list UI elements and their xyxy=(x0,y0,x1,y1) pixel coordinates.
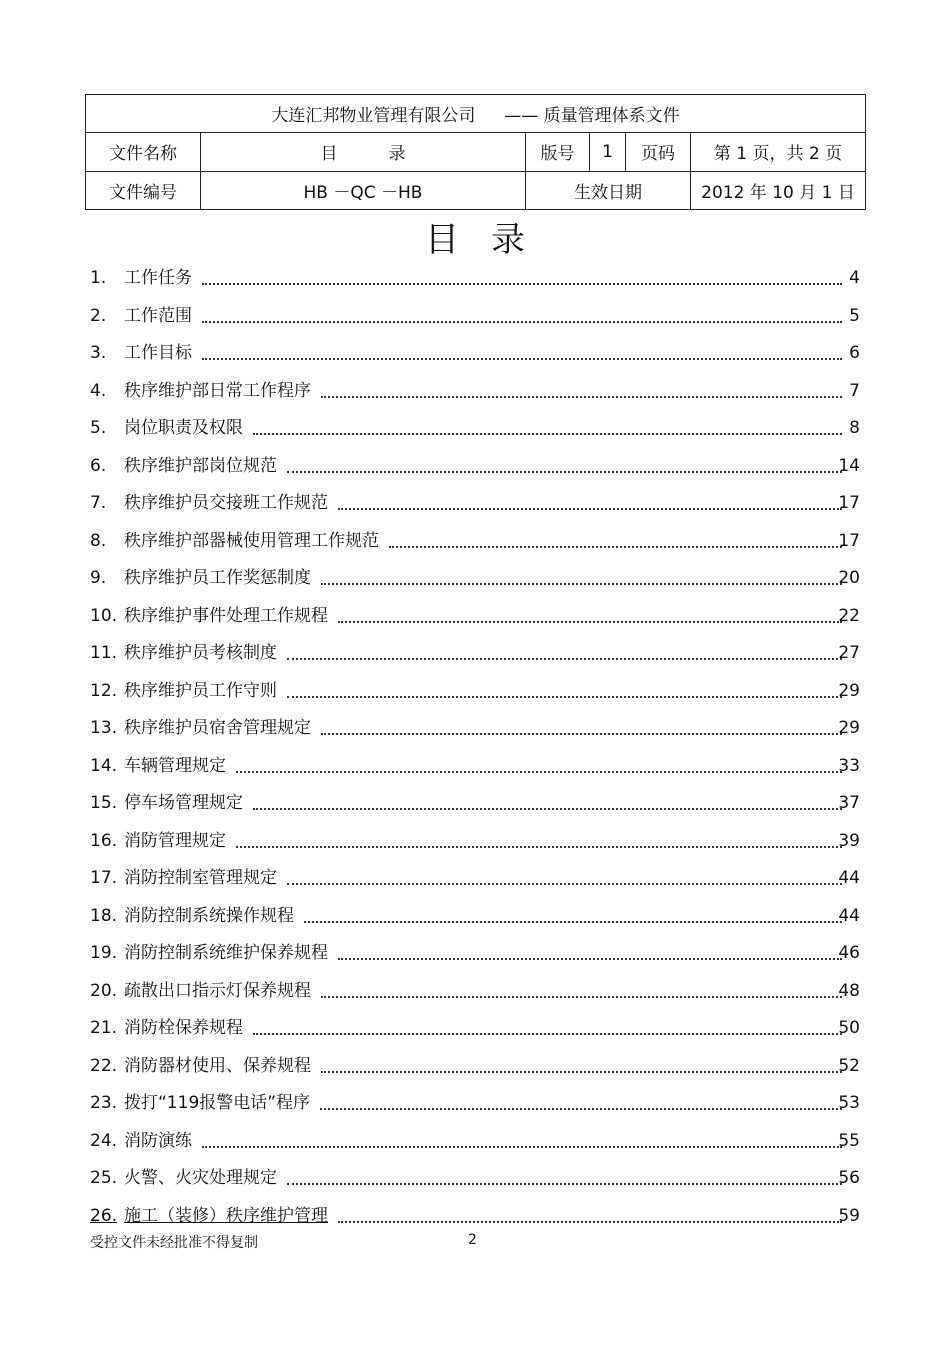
toc-dot-leader xyxy=(321,996,842,998)
toc-entry-page: 22 xyxy=(838,605,860,626)
toc-entry-page: 17 xyxy=(838,493,860,513)
toc-entry-page: 20 xyxy=(838,568,860,588)
table-of-contents xyxy=(90,263,865,1238)
toc-entry[interactable] xyxy=(90,638,865,676)
toc-dot-leader xyxy=(287,883,842,885)
toc-entry-number: 5. xyxy=(90,418,107,438)
toc-entry[interactable] xyxy=(90,1163,865,1201)
toc-dot-leader xyxy=(253,433,842,435)
toc-entry-page: 4 xyxy=(849,268,860,288)
toc-entry-title: 消防栓保养规程 xyxy=(124,1018,243,1038)
toc-entry-page: 17 xyxy=(838,530,860,551)
toc-entry-title: 秩序维护员宿舍管理规定 xyxy=(124,718,311,738)
toc-entry-title: 车辆管理规定 xyxy=(124,755,226,776)
toc-entry-number: 25. xyxy=(90,1168,118,1188)
toc-entry-title: 施工（装修）秩序维护管理 xyxy=(124,1205,328,1226)
file-code-value: HB －QC －HB xyxy=(201,171,526,209)
toc-entry-number: 21. xyxy=(90,1018,118,1038)
toc-entry-page: 52 xyxy=(838,1055,860,1076)
toc-entry-number: 26. xyxy=(90,1205,118,1226)
toc-entry-page: 48 xyxy=(838,980,860,1001)
toc-entry-page: 59 xyxy=(838,1205,860,1226)
toc-entry[interactable] xyxy=(90,301,865,339)
toc-entry-number: 4. xyxy=(90,380,107,401)
toc-dot-leader xyxy=(287,471,842,473)
toc-entry-number: 10. xyxy=(90,605,118,626)
toc-dot-leader xyxy=(338,508,842,510)
toc-entry-title: 秩序维护员交接班工作规范 xyxy=(124,493,328,513)
toc-entry-title: 秩序维护员工作守则 xyxy=(124,680,277,701)
toc-entry[interactable] xyxy=(90,788,865,826)
toc-dot-leader xyxy=(202,321,842,323)
toc-dot-leader xyxy=(304,921,842,923)
toc-entry-page: 55 xyxy=(838,1130,860,1151)
toc-entry-number: 15. xyxy=(90,793,118,813)
toc-entry-number: 8. xyxy=(90,530,107,551)
toc-entry-number: 22. xyxy=(90,1055,118,1076)
toc-dot-leader xyxy=(287,696,842,698)
toc-entry[interactable] xyxy=(90,863,865,901)
toc-dot-leader xyxy=(253,808,842,810)
toc-entry[interactable] xyxy=(90,751,865,789)
toc-dot-leader xyxy=(338,958,842,960)
toc-entry-number: 12. xyxy=(90,680,118,701)
toc-entry[interactable] xyxy=(90,1013,865,1051)
toc-dot-leader xyxy=(202,283,842,285)
toc-dot-leader xyxy=(236,771,842,773)
version-value: 1 xyxy=(590,133,626,171)
toc-entry[interactable] xyxy=(90,713,865,751)
toc-entry-number: 3. xyxy=(90,343,107,363)
effective-date-value: 2012 年 10 月 1 日 xyxy=(691,171,866,209)
toc-dot-leader xyxy=(321,396,842,398)
file-name-value: 目 录 xyxy=(201,133,526,171)
toc-entry[interactable] xyxy=(90,601,865,639)
toc-entry-title: 消防管理规定 xyxy=(124,830,226,851)
toc-entry-title: 工作任务 xyxy=(124,268,192,288)
toc-entry-page: 29 xyxy=(838,718,860,738)
toc-entry-number: 18. xyxy=(90,905,118,926)
toc-entry-page: 14 xyxy=(838,455,860,476)
toc-entry-page: 29 xyxy=(838,680,860,701)
toc-entry[interactable] xyxy=(90,901,865,939)
toc-dot-leader xyxy=(287,658,842,660)
toc-entry[interactable] xyxy=(90,826,865,864)
toc-entry-title: 消防器材使用、保养规程 xyxy=(124,1055,311,1076)
toc-entry-number: 24. xyxy=(90,1130,118,1151)
toc-entry-page: 44 xyxy=(838,905,860,926)
toc-entry-title: 疏散出口指示灯保养规程 xyxy=(124,980,311,1001)
toc-entry-title: 秩序维护事件处理工作规程 xyxy=(124,605,328,626)
toc-entry[interactable] xyxy=(90,938,865,976)
toc-entry-number: 23. xyxy=(90,1093,118,1113)
toc-dot-leader xyxy=(202,1146,842,1148)
effective-date-label: 生效日期 xyxy=(526,171,691,209)
version-label: 版号 xyxy=(526,133,590,171)
toc-dot-leader xyxy=(287,1183,842,1185)
quality-system-label: —— 质量管理体系文件 xyxy=(504,106,680,127)
toc-entry-number: 13. xyxy=(90,718,118,738)
page-label: 页码 xyxy=(626,133,691,171)
toc-entry-title: 火警、火灾处理规定 xyxy=(124,1168,277,1188)
footer-controlled-notice: 受控文件未经批准不得复制 xyxy=(90,1235,258,1251)
toc-entry-title: 停车场管理规定 xyxy=(124,793,243,813)
toc-entry-page: 33 xyxy=(838,755,860,776)
toc-entry-title: 消防控制室管理规定 xyxy=(124,868,277,888)
toc-entry[interactable] xyxy=(90,1126,865,1164)
toc-entry-number: 2. xyxy=(90,305,107,326)
toc-entry-title: 秩序维护员考核制度 xyxy=(124,643,277,663)
toc-entry[interactable] xyxy=(90,676,865,714)
toc-entry-number: 1. xyxy=(90,268,107,288)
toc-entry[interactable] xyxy=(90,376,865,414)
toc-entry-number: 19. xyxy=(90,943,118,963)
document-header-table xyxy=(85,94,866,210)
toc-entry-title: 消防演练 xyxy=(124,1130,192,1151)
toc-dot-leader xyxy=(202,358,842,360)
toc-entry[interactable] xyxy=(90,976,865,1014)
toc-dot-leader xyxy=(253,1033,842,1035)
toc-entry[interactable] xyxy=(90,1051,865,1089)
toc-entry-page: 50 xyxy=(838,1018,860,1038)
toc-entry-number: 17. xyxy=(90,868,118,888)
toc-entry-page: 37 xyxy=(838,793,860,813)
toc-entry-number: 7. xyxy=(90,493,107,513)
toc-dot-leader xyxy=(389,546,842,548)
toc-entry-page: 6 xyxy=(849,343,860,363)
toc-entry-title: 秩序维护员工作奖惩制度 xyxy=(124,568,311,588)
toc-entry-page: 56 xyxy=(838,1168,860,1188)
header-company-cell xyxy=(86,95,866,133)
toc-entry-title: 拨打“119报警电话”程序 xyxy=(124,1093,311,1113)
toc-entry-title: 消防控制系统维护保养规程 xyxy=(124,943,328,963)
toc-entry-title: 工作范围 xyxy=(124,305,192,326)
toc-entry[interactable] xyxy=(90,563,865,601)
toc-entry-title: 岗位职责及权限 xyxy=(124,418,243,438)
toc-entry[interactable] xyxy=(90,338,865,376)
toc-entry-number: 16. xyxy=(90,830,118,851)
toc-entry[interactable] xyxy=(90,488,865,526)
file-name-label: 文件名称 xyxy=(86,133,201,171)
toc-entry[interactable] xyxy=(90,413,865,451)
toc-entry-number: 11. xyxy=(90,643,118,663)
toc-entry-page: 44 xyxy=(838,868,860,888)
toc-entry-page: 27 xyxy=(838,643,860,663)
toc-entry[interactable] xyxy=(90,451,865,489)
page-title: 目录 xyxy=(425,220,557,260)
toc-entry-title: 秩序维护部日常工作程序 xyxy=(124,380,311,401)
toc-dot-leader xyxy=(236,846,842,848)
company-name: 大连汇邦物业管理有限公司 xyxy=(271,106,476,127)
toc-entry-title: 秩序维护部岗位规范 xyxy=(124,455,277,476)
toc-entry-number: 14. xyxy=(90,755,118,776)
toc-entry-title: 秩序维护部器械使用管理工作规范 xyxy=(124,530,379,551)
footer-page-number: 2 xyxy=(468,1232,477,1248)
toc-dot-leader xyxy=(321,1071,842,1073)
toc-entry-title: 工作目标 xyxy=(124,343,192,363)
toc-entry[interactable] xyxy=(90,1088,865,1126)
toc-dot-leader xyxy=(321,733,842,735)
toc-dot-leader xyxy=(338,1221,842,1223)
toc-entry-page: 5 xyxy=(849,305,860,326)
toc-entry-page: 46 xyxy=(838,943,860,963)
page-value: 第 1 页，共 2 页 xyxy=(691,133,866,171)
toc-entry-page: 53 xyxy=(838,1093,860,1113)
toc-entry-page: 8 xyxy=(849,418,860,438)
toc-dot-leader xyxy=(338,621,842,623)
toc-entry-number: 20. xyxy=(90,980,118,1001)
toc-entry-title: 消防控制系统操作规程 xyxy=(124,905,294,926)
file-code-label: 文件编号 xyxy=(86,171,201,209)
toc-entry[interactable] xyxy=(90,526,865,564)
toc-entry[interactable] xyxy=(90,263,865,301)
toc-entry-page: 7 xyxy=(849,380,860,401)
toc-entry-number: 6. xyxy=(90,455,107,476)
toc-entry-page: 39 xyxy=(838,830,860,851)
toc-entry-number: 9. xyxy=(90,568,107,588)
toc-dot-leader xyxy=(320,1108,842,1110)
toc-dot-leader xyxy=(321,583,842,585)
